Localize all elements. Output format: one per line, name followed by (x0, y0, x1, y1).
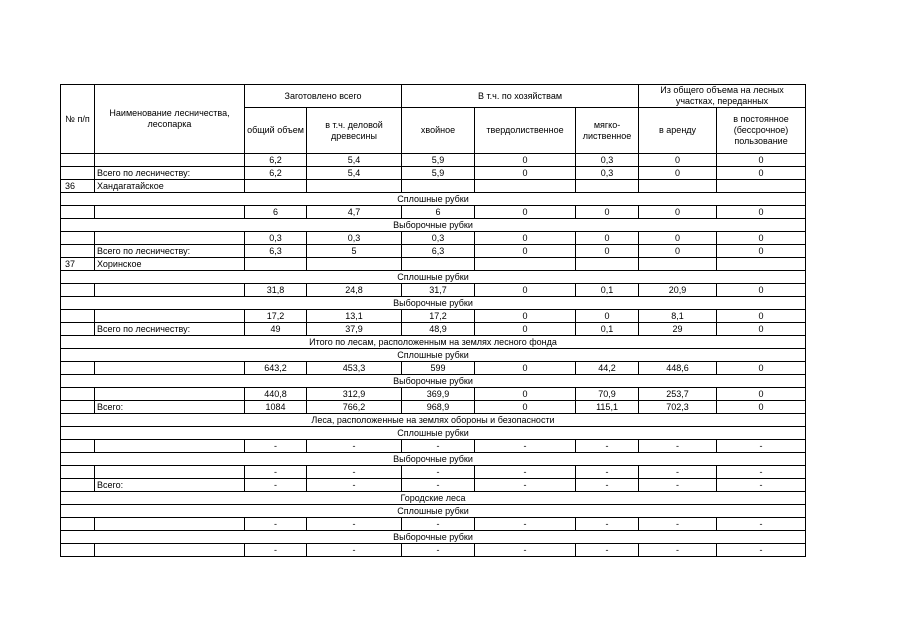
value-cell: - (576, 544, 639, 557)
row-name (95, 154, 245, 167)
col-header-by-farm: В т.ч. по хозяйствам (402, 85, 639, 108)
value-cell: 599 (402, 362, 475, 375)
col-header-hardwood: твердолиственное (475, 108, 576, 154)
value-cell: 0 (576, 245, 639, 258)
value-cell: 0 (717, 245, 806, 258)
value-cell: 13,1 (307, 310, 402, 323)
value-cell: 6 (402, 206, 475, 219)
value-cell: 1084 (245, 401, 307, 414)
value-cell: 0 (475, 206, 576, 219)
value-cell: 48,9 (402, 323, 475, 336)
value-cell: 0 (639, 154, 717, 167)
value-cell: 8,1 (639, 310, 717, 323)
section-row (61, 427, 806, 440)
table-row (61, 544, 806, 557)
section-row (61, 375, 806, 388)
section-title: Сплошные рубки (61, 505, 806, 518)
value-cell: 0,3 (576, 167, 639, 180)
value-cell: - (475, 479, 576, 492)
value-cell: - (307, 518, 402, 531)
value-cell: 5,9 (402, 167, 475, 180)
value-cell: 6,3 (245, 245, 307, 258)
value-cell: 448,6 (639, 362, 717, 375)
section-title: Выборочные рубки (61, 297, 806, 310)
value-cell: - (307, 544, 402, 557)
row-name: Хоринское (95, 258, 245, 271)
forestry-row (61, 180, 806, 193)
value-cell (307, 258, 402, 271)
value-cell: 5,9 (402, 154, 475, 167)
table-header (61, 85, 806, 154)
harvest-table (60, 84, 806, 557)
value-cell: - (402, 466, 475, 479)
row-number (61, 466, 95, 479)
value-cell: - (402, 440, 475, 453)
value-cell: 5,4 (307, 167, 402, 180)
section-title: Выборочные рубки (61, 375, 806, 388)
value-cell: 20,9 (639, 284, 717, 297)
row-name (95, 284, 245, 297)
row-number: 37 (61, 258, 95, 271)
value-cell: - (402, 479, 475, 492)
value-cell: 0,3 (402, 232, 475, 245)
row-number (61, 245, 95, 258)
value-cell: 6,3 (402, 245, 475, 258)
row-number (61, 518, 95, 531)
value-cell: - (717, 544, 806, 557)
value-cell: - (307, 440, 402, 453)
row-number (61, 362, 95, 375)
value-cell: 17,2 (245, 310, 307, 323)
row-number (61, 206, 95, 219)
value-cell: 17,2 (402, 310, 475, 323)
forestry-row (61, 258, 806, 271)
section-row (61, 193, 806, 206)
col-header-harvested-total: Заготовлено всего (245, 85, 402, 108)
value-cell: 5 (307, 245, 402, 258)
value-cell (475, 180, 576, 193)
value-cell: - (245, 479, 307, 492)
value-cell: - (475, 518, 576, 531)
section-row (61, 297, 806, 310)
value-cell: 968,9 (402, 401, 475, 414)
value-cell: 0 (717, 284, 806, 297)
col-header-total-volume: общий объем (245, 108, 307, 154)
row-number (61, 167, 95, 180)
value-cell: - (717, 466, 806, 479)
table-row (61, 154, 806, 167)
row-number (61, 479, 95, 492)
value-cell: 0 (576, 206, 639, 219)
value-cell: 0,3 (245, 232, 307, 245)
value-cell: 0 (475, 245, 576, 258)
value-cell: 0 (475, 284, 576, 297)
value-cell: - (245, 518, 307, 531)
row-number: 36 (61, 180, 95, 193)
col-header-lease: в аренду (639, 108, 717, 154)
value-cell: 0 (717, 154, 806, 167)
row-name (95, 362, 245, 375)
row-name: Всего по лесничеству: (95, 245, 245, 258)
value-cell: 0 (717, 232, 806, 245)
row-name: Всего: (95, 479, 245, 492)
value-cell: 0 (475, 388, 576, 401)
value-cell (307, 180, 402, 193)
col-header-incl-business: в т.ч. деловой древесины (307, 108, 402, 154)
table-row (61, 206, 806, 219)
row-number (61, 310, 95, 323)
value-cell: 0,1 (576, 284, 639, 297)
value-cell: - (717, 440, 806, 453)
section-row (61, 271, 806, 284)
value-cell: 0,1 (576, 323, 639, 336)
value-cell: 0 (717, 323, 806, 336)
value-cell: 0 (717, 401, 806, 414)
row-number (61, 323, 95, 336)
value-cell: - (639, 440, 717, 453)
row-name: Всего по лесничеству: (95, 167, 245, 180)
value-cell: - (639, 518, 717, 531)
value-cell (717, 180, 806, 193)
value-cell: 0 (576, 310, 639, 323)
value-cell: - (475, 544, 576, 557)
row-name (95, 206, 245, 219)
row-number (61, 401, 95, 414)
table-row (61, 388, 806, 401)
section-row (61, 505, 806, 518)
value-cell: 115,1 (576, 401, 639, 414)
table-row (61, 284, 806, 297)
value-cell: - (717, 479, 806, 492)
row-name (95, 466, 245, 479)
value-cell: 0 (717, 362, 806, 375)
value-cell: 453,3 (307, 362, 402, 375)
table-row (61, 167, 806, 180)
value-cell: 0 (475, 323, 576, 336)
value-cell: - (576, 518, 639, 531)
value-cell: 37,9 (307, 323, 402, 336)
col-header-permanent: в постоянное (бессрочное) пользование (717, 108, 806, 154)
value-cell: - (245, 440, 307, 453)
section-row (61, 492, 806, 505)
table-body (61, 154, 806, 557)
col-header-from-total: Из общего объема на лесных участках, переданных (639, 85, 806, 108)
value-cell: 4,7 (307, 206, 402, 219)
value-cell: 0 (639, 206, 717, 219)
section-title: Сплошные рубки (61, 193, 806, 206)
section-title: Итого по лесам, расположенным на землях лесного фонда (61, 336, 806, 349)
row-number (61, 154, 95, 167)
value-cell (402, 258, 475, 271)
value-cell: - (245, 544, 307, 557)
section-title: Выборочные рубки (61, 531, 806, 544)
section-title: Сплошные рубки (61, 349, 806, 362)
row-number (61, 284, 95, 297)
col-header-coniferous: хвойное (402, 108, 475, 154)
value-cell: - (639, 544, 717, 557)
section-title: Выборочные рубки (61, 453, 806, 466)
table-row (61, 323, 806, 336)
value-cell: 0 (717, 310, 806, 323)
value-cell (717, 258, 806, 271)
value-cell: 6 (245, 206, 307, 219)
value-cell: - (717, 518, 806, 531)
table-row (61, 518, 806, 531)
value-cell (245, 180, 307, 193)
value-cell: 0 (475, 154, 576, 167)
value-cell: 0 (475, 362, 576, 375)
value-cell: 253,7 (639, 388, 717, 401)
value-cell: - (475, 466, 576, 479)
section-row (61, 531, 806, 544)
col-header-name: Наименование лесничества, лесопарка (95, 85, 245, 154)
value-cell: 31,8 (245, 284, 307, 297)
value-cell: - (576, 440, 639, 453)
value-cell: - (402, 518, 475, 531)
value-cell: 24,8 (307, 284, 402, 297)
value-cell: 0 (639, 232, 717, 245)
value-cell: 49 (245, 323, 307, 336)
value-cell (576, 180, 639, 193)
row-number (61, 440, 95, 453)
value-cell: 0,3 (576, 154, 639, 167)
row-number (61, 544, 95, 557)
value-cell: 0 (639, 245, 717, 258)
section-row (61, 349, 806, 362)
section-title: Выборочные рубки (61, 219, 806, 232)
value-cell: - (639, 466, 717, 479)
row-name (95, 232, 245, 245)
section-row (61, 453, 806, 466)
row-name (95, 544, 245, 557)
value-cell: 0 (717, 206, 806, 219)
value-cell: 312,9 (307, 388, 402, 401)
value-cell: 31,7 (402, 284, 475, 297)
section-row (61, 336, 806, 349)
value-cell: - (402, 544, 475, 557)
row-name (95, 440, 245, 453)
col-header-softwood: мягко-лиственное (576, 108, 639, 154)
table-row (61, 245, 806, 258)
value-cell (576, 258, 639, 271)
row-number (61, 232, 95, 245)
value-cell (245, 258, 307, 271)
value-cell: - (576, 466, 639, 479)
section-title: Сплошные рубки (61, 271, 806, 284)
section-title: Сплошные рубки (61, 427, 806, 440)
table-row (61, 362, 806, 375)
row-name: Всего: (95, 401, 245, 414)
table-row (61, 479, 806, 492)
value-cell: 6,2 (245, 154, 307, 167)
value-cell: 0 (717, 388, 806, 401)
value-cell: 0 (639, 167, 717, 180)
row-name (95, 518, 245, 531)
value-cell: 29 (639, 323, 717, 336)
table-row (61, 466, 806, 479)
row-name: Хандагатайское (95, 180, 245, 193)
section-row (61, 219, 806, 232)
value-cell (639, 180, 717, 193)
value-cell: 5,4 (307, 154, 402, 167)
table-row (61, 310, 806, 323)
value-cell: 0 (475, 310, 576, 323)
table-row (61, 440, 806, 453)
value-cell: 643,2 (245, 362, 307, 375)
value-cell: 766,2 (307, 401, 402, 414)
value-cell: 440,8 (245, 388, 307, 401)
value-cell: 6,2 (245, 167, 307, 180)
value-cell: - (307, 479, 402, 492)
row-name (95, 310, 245, 323)
row-number (61, 388, 95, 401)
value-cell: 70,9 (576, 388, 639, 401)
value-cell: - (639, 479, 717, 492)
value-cell: 702,3 (639, 401, 717, 414)
value-cell: - (245, 466, 307, 479)
value-cell: 44,2 (576, 362, 639, 375)
value-cell: - (475, 440, 576, 453)
value-cell: 369,9 (402, 388, 475, 401)
value-cell: 0,3 (307, 232, 402, 245)
section-title: Городские леса (61, 492, 806, 505)
table-row (61, 401, 806, 414)
row-name (95, 388, 245, 401)
value-cell: 0 (717, 167, 806, 180)
table-row (61, 232, 806, 245)
value-cell: 0 (576, 232, 639, 245)
value-cell: 0 (475, 167, 576, 180)
col-header-num: № п/п (61, 85, 95, 154)
value-cell: 0 (475, 401, 576, 414)
value-cell (639, 258, 717, 271)
value-cell: - (307, 466, 402, 479)
value-cell (475, 258, 576, 271)
section-row (61, 414, 806, 427)
value-cell: - (576, 479, 639, 492)
row-name: Всего по лесничеству: (95, 323, 245, 336)
value-cell: 0 (475, 232, 576, 245)
value-cell (402, 180, 475, 193)
section-title: Леса, расположенные на землях обороны и безопасности (61, 414, 806, 427)
